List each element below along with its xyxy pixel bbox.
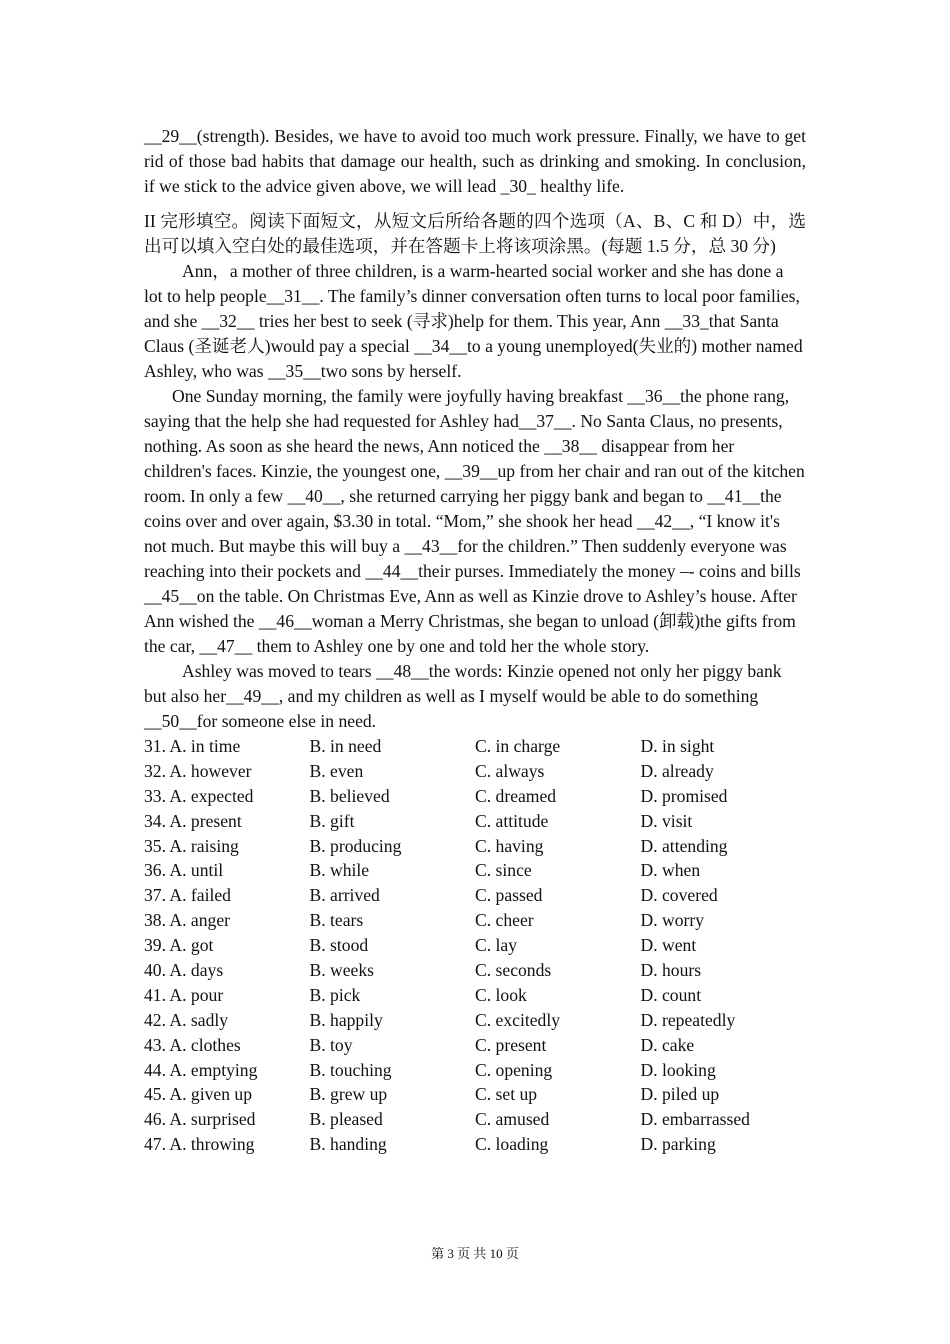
option-d: D. already — [640, 760, 714, 781]
page-footer: 第 3 页 共 10 页 — [431, 1246, 519, 1261]
option-a: 38. A. anger — [144, 910, 230, 931]
option-d: D. looking — [640, 1059, 716, 1080]
option-row — [144, 908, 806, 933]
option-b: B. believed — [309, 785, 390, 806]
option-row — [144, 1082, 806, 1107]
option-a: 40. A. days — [144, 960, 224, 981]
passage-paragraph-3: Ashley was moved to tears __48__the words: Kinzie opened not only her piggy bank but also her__49__, and my children as well as I myself would be able to do something __50__for someone else in need. — [144, 661, 782, 731]
passage-paragraph-2: One Sunday morning, the family were joyfully having breakfast __36__the phone rang, saying that the help she had requested for Ashley had__37__. No Santa Claus, no presents, nothing. As soon as she heard the news, Ann noticed the __38__ disappear from her children's faces. Kinzie, the youngest one, __39__up from her chair and ran out of the kitchen room. In only a few __40__, she returned carrying her piggy bank and began to __41__the coins over and over again, $3.30 in total. “Mom,” she shook her head __42__, “I know it's not much. But maybe this will buy a __43__for the children.” Then suddenly everyone was reaching into their pockets and __44__their purses. Immediately the money –- coins and bills __45__on the table. On Christmas Eve, Ann as well as Kinzie drove to Ashley’s house. After Ann wished the __46__woman a Merry Christmas, she began to unload (卸载)the gifts from the car, __47__ them to Ashley one by one and told her the whole story. — [144, 386, 805, 656]
option-d: D. count — [640, 984, 702, 1005]
option-a: 46. A. surprised — [144, 1109, 256, 1130]
option-c: C. seconds — [475, 960, 552, 981]
section1-paragraph: __29__(strength). Besides, we have to avoid too much work pressure. Finally, we have to get rid of those bad habits that damage our health, such as drinking and smoking. In conclusion, if we stick to the advice given above, we will lead _30_ healthy life. — [144, 126, 806, 196]
option-c: C. present — [475, 1034, 547, 1055]
option-a: 39. A. got — [144, 935, 214, 956]
option-row — [144, 983, 806, 1008]
option-row — [144, 958, 806, 983]
option-a: 37. A. failed — [144, 885, 231, 906]
option-row — [144, 883, 806, 908]
option-b: B. arrived — [309, 885, 380, 906]
option-row — [144, 1058, 806, 1083]
option-a: 45. A. given up — [144, 1084, 253, 1105]
option-d: D. in sight — [640, 736, 715, 756]
option-d: D. embarrassed — [640, 1109, 750, 1130]
option-c: C. in charge — [475, 736, 561, 756]
option-b: B. pleased — [309, 1109, 383, 1130]
option-d: D. worry — [640, 910, 705, 931]
option-b: B. even — [309, 760, 364, 781]
option-a: 42. A. sadly — [144, 1009, 229, 1030]
option-b: B. stood — [309, 935, 369, 956]
option-b: B. handing — [309, 1134, 387, 1155]
option-d: D. repeatedly — [640, 1009, 736, 1030]
option-c: C. look — [475, 984, 527, 1005]
option-row — [144, 1008, 806, 1033]
option-c: C. lay — [475, 935, 518, 956]
option-a: 31. A. in time — [144, 736, 241, 756]
option-d: D. promised — [640, 785, 728, 806]
option-row — [144, 1033, 806, 1058]
option-c: C. having — [475, 835, 544, 856]
option-b: B. weeks — [309, 960, 374, 981]
option-b: B. producing — [309, 835, 402, 856]
option-row — [144, 809, 806, 834]
option-row — [144, 734, 806, 759]
option-c: C. set up — [475, 1084, 538, 1105]
option-a: 34. A. present — [144, 810, 242, 831]
option-a: 41. A. pour — [144, 984, 224, 1005]
option-c: C. dreamed — [475, 785, 557, 806]
option-a: 44. A. emptying — [144, 1059, 258, 1080]
page-content — [144, 124, 806, 1157]
option-row — [144, 1132, 806, 1157]
option-a: 47. A. throwing — [144, 1134, 255, 1155]
passage-paragraph-1: Ann，a mother of three children, is a warm-hearted social worker and she has done a lot to help people__31__. The family’s dinner conversation often turns to local poor families, and she __32__ tries her best to seek (寻求)help for them. This year, Ann __33_that Santa Claus (圣诞老人)would pay a special __34__to a young unemployed(失业的) mother named Ashley, who was __35__two sons by herself. — [144, 261, 803, 381]
option-a: 36. A. until — [144, 860, 224, 881]
option-c: C. passed — [475, 885, 543, 906]
option-a: 33. A. expected — [144, 785, 254, 806]
option-row — [144, 834, 806, 859]
option-a: 43. A. clothes — [144, 1034, 241, 1055]
section2-instructions: II 完形填空。阅读下面短文，从短文后所给各题的四个选项（A、B、C 和 D）中，选出可以填入空白处的最佳选项，并在答题卡上将该项涂黑。(每题 1.5 分，总 30 分) — [144, 211, 806, 256]
option-b: B. gift — [309, 810, 355, 831]
option-row — [144, 759, 806, 784]
option-b: B. grew up — [309, 1084, 388, 1105]
option-c: C. cheer — [475, 910, 534, 931]
option-c: C. always — [475, 760, 545, 781]
option-b: B. tears — [309, 910, 364, 931]
option-c: C. loading — [475, 1134, 549, 1155]
option-d: D. when — [640, 860, 701, 881]
option-c: C. since — [475, 860, 532, 881]
option-row — [144, 858, 806, 883]
option-d: D. hours — [640, 960, 702, 981]
option-d: D. covered — [640, 885, 718, 906]
option-row — [144, 933, 806, 958]
option-b: B. while — [309, 860, 370, 881]
option-b: B. in need — [309, 736, 382, 756]
option-d: D. piled up — [640, 1084, 720, 1105]
option-c: C. amused — [475, 1109, 550, 1130]
option-b: B. toy — [309, 1034, 353, 1055]
option-row — [144, 784, 806, 809]
option-b: B. touching — [309, 1059, 392, 1080]
option-b: B. happily — [309, 1009, 383, 1030]
option-b: B. pick — [309, 984, 361, 1005]
option-c: C. excitedly — [475, 1009, 561, 1030]
option-d: D. cake — [640, 1034, 695, 1055]
option-d: D. visit — [640, 810, 693, 831]
option-a: 35. A. raising — [144, 835, 239, 856]
option-d: D. attending — [640, 835, 728, 856]
option-row — [144, 1107, 806, 1132]
option-a: 32. A. however — [144, 760, 252, 781]
answer-options-list — [144, 734, 806, 1157]
option-c: C. attitude — [475, 810, 549, 831]
option-c: C. opening — [475, 1059, 553, 1080]
option-d: D. parking — [640, 1134, 716, 1155]
option-d: D. went — [640, 935, 697, 956]
